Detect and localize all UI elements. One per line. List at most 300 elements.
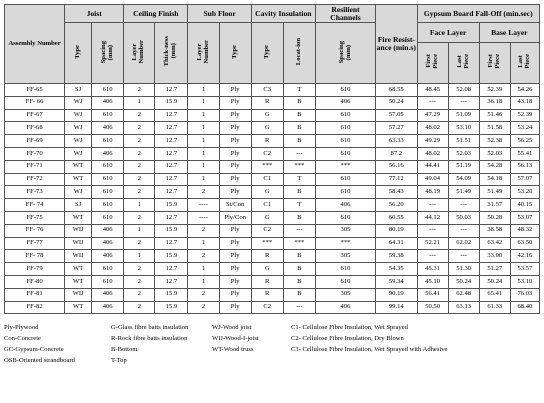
table-cell: ***	[251, 160, 283, 173]
table-cell: 2	[124, 263, 155, 276]
table-cell: 15.9	[155, 301, 188, 314]
table-cell: R	[251, 135, 283, 148]
table-cell: ***	[283, 160, 315, 173]
table-cell: Ply	[219, 160, 251, 173]
table-cell: Ply/Con	[219, 211, 251, 224]
header-ceiling-thickness: Thick-ness (mm)	[155, 23, 188, 84]
table-cell: 1	[188, 84, 219, 97]
table-cell: 610	[315, 84, 375, 97]
table-cell: FF-69	[5, 135, 65, 148]
header-face-last-piece: Last Piece	[448, 43, 479, 84]
table-cell: ----	[188, 211, 219, 224]
table-cell: Ply	[219, 84, 251, 97]
table-cell: 63.50	[510, 237, 539, 250]
header-joist-type: Type	[65, 23, 92, 84]
table-cell: 1	[188, 237, 219, 250]
table-cell: WJ	[65, 96, 92, 109]
table-cell: FF-67	[5, 109, 65, 122]
table-cell: 1	[188, 135, 219, 148]
table-row	[5, 186, 540, 199]
table-cell: 42.16	[510, 250, 539, 263]
table-row	[5, 135, 540, 148]
table-cell: B	[283, 135, 315, 148]
table-cell: 406	[315, 96, 375, 109]
table-cell: Ply	[219, 109, 251, 122]
table-cell: 54.09	[448, 173, 479, 186]
table-cell: 610	[315, 147, 375, 160]
table-cell: G	[251, 263, 283, 276]
header-ceiling-layer-number: Layer Number	[124, 23, 155, 84]
table-cell: 57.05	[376, 109, 417, 122]
legend-entry: WT-Wood truss	[212, 346, 254, 354]
table-cell: 50.50	[417, 301, 448, 314]
table-row	[5, 288, 540, 301]
table-cell: Ply	[219, 263, 251, 276]
table-cell: 2	[124, 109, 155, 122]
table-cell: 49.29	[417, 135, 448, 148]
legend-entry	[212, 357, 291, 364]
table-cell: 99.14	[376, 301, 417, 314]
table-cell: 62.48	[448, 288, 479, 301]
table-cell: 44.12	[417, 211, 448, 224]
table-cell: ***	[315, 237, 375, 250]
table-cell: B	[283, 186, 315, 199]
table-row	[5, 263, 540, 276]
table-cell: FF- 66	[5, 96, 65, 109]
table-cell: G	[251, 109, 283, 122]
table-cell: 12.7	[155, 211, 188, 224]
table-cell: ---	[448, 96, 479, 109]
table-cell: WIJ	[65, 237, 92, 250]
table-cell: 51.09	[448, 109, 479, 122]
table-cell: 2	[124, 84, 155, 97]
legend-entry	[291, 357, 540, 364]
table-cell: 2	[124, 173, 155, 186]
table-cell: 2	[124, 186, 155, 199]
table-cell: C2	[251, 224, 283, 237]
table-cell: R	[251, 275, 283, 288]
table-cell: 12.7	[155, 275, 188, 288]
table-cell: 12.7	[155, 173, 188, 186]
table-cell: 1	[188, 122, 219, 135]
table-cell: FF-68	[5, 122, 65, 135]
table-cell: 610	[315, 211, 375, 224]
table-row	[5, 250, 540, 263]
table-cell: FF-71	[5, 160, 65, 173]
table-row	[5, 237, 540, 250]
table-cell: 53.20	[510, 186, 539, 199]
header-assembly-number: Assembly Number	[5, 5, 65, 84]
legend-entry: G-Glass fibre batts insulation	[111, 324, 189, 332]
table-cell: 51.49	[448, 186, 479, 199]
table-cell: Ply	[219, 275, 251, 288]
table-cell: 87.2	[376, 147, 417, 160]
table-cell: 51.49	[479, 186, 510, 199]
table-cell: 38.58	[479, 224, 510, 237]
table-cell: 50.24	[479, 275, 510, 288]
table-cell: 68.40	[510, 301, 539, 314]
table-cell: ***	[315, 160, 375, 173]
table-cell: 1	[188, 96, 219, 109]
fire-resistance-table	[4, 4, 540, 314]
table-cell: 65.41	[479, 288, 510, 301]
table-row	[5, 147, 540, 160]
table-row	[5, 173, 540, 186]
table-cell: ---	[283, 147, 315, 160]
table-cell: 610	[92, 135, 124, 148]
table-cell: 1	[124, 96, 155, 109]
table-cell: C2	[251, 147, 283, 160]
table-cell: 1	[188, 263, 219, 276]
table-cell: 80.19	[376, 224, 417, 237]
table-row	[5, 96, 540, 109]
table-cell: 31.57	[479, 199, 510, 212]
table-cell: 56.20	[376, 199, 417, 212]
table-cell: 2	[124, 135, 155, 148]
table-cell: B	[283, 96, 315, 109]
table-cell: 406	[315, 301, 375, 314]
table-cell: FF-81	[5, 288, 65, 301]
table-cell: ----	[188, 199, 219, 212]
table-cell: 43.18	[510, 96, 539, 109]
table-cell: 63.33	[376, 135, 417, 148]
table-cell: FF-80	[5, 275, 65, 288]
table-cell: FF-82	[5, 301, 65, 314]
table-cell: Ply	[219, 135, 251, 148]
table-cell: FF-75	[5, 211, 65, 224]
table-cell: 610	[92, 173, 124, 186]
table-cell: WIJ	[65, 224, 92, 237]
table-cell: 610	[92, 84, 124, 97]
table-cell: 2	[124, 147, 155, 160]
table-cell: 53.07	[510, 211, 539, 224]
table-cell: B	[283, 263, 315, 276]
legend-entry: T-Top	[111, 357, 127, 365]
table-cell: C3	[251, 84, 283, 97]
table-cell: Ply	[219, 122, 251, 135]
table-cell: 56.25	[510, 135, 539, 148]
table-cell: C1	[251, 199, 283, 212]
table-cell: Ply	[219, 173, 251, 186]
table-cell: B	[283, 288, 315, 301]
table-cell: Ply	[219, 288, 251, 301]
table-cell: 40.15	[510, 199, 539, 212]
table-cell: 406	[92, 122, 124, 135]
table-cell: 47.29	[417, 109, 448, 122]
table-row	[5, 275, 540, 288]
table-cell: SJ	[65, 84, 92, 97]
table-cell: 406	[92, 301, 124, 314]
table-cell: 12.7	[155, 147, 188, 160]
table-cell: SJ	[65, 199, 92, 212]
table-cell: 59.38	[376, 250, 417, 263]
table-cell: FF- 76	[5, 224, 65, 237]
table-cell: ---	[448, 199, 479, 212]
table-cell: 58.43	[376, 186, 417, 199]
table-cell: 12.7	[155, 122, 188, 135]
table-row	[5, 224, 540, 237]
table-cell: 1	[188, 160, 219, 173]
table-cell: FF- 78	[5, 250, 65, 263]
table-cell: 45.31	[417, 263, 448, 276]
table-cell: 406	[92, 288, 124, 301]
table-row	[5, 160, 540, 173]
table-cell: 406	[315, 199, 375, 212]
table-cell: 12.7	[155, 263, 188, 276]
header-joist: Joist	[65, 5, 124, 23]
table-cell: WJ	[65, 135, 92, 148]
legend	[4, 324, 540, 364]
table-cell: B	[283, 211, 315, 224]
table-cell: 51.30	[448, 263, 479, 276]
table-cell: 15.9	[155, 96, 188, 109]
legend-entry: OSB-Oriented strandboard	[4, 357, 75, 365]
table-cell: WIJ	[65, 250, 92, 263]
table-cell: 610	[315, 263, 375, 276]
table-cell: 54.18	[479, 173, 510, 186]
table-cell: 15.9	[155, 224, 188, 237]
table-cell: 610	[92, 199, 124, 212]
table-cell: WT	[65, 275, 92, 288]
table-cell: T	[283, 199, 315, 212]
table-cell: 53.24	[510, 122, 539, 135]
table-cell: 610	[92, 275, 124, 288]
table-cell: 53.10	[510, 275, 539, 288]
table-cell: 406	[92, 237, 124, 250]
table-cell: WT	[65, 211, 92, 224]
table-cell: 52.38	[479, 135, 510, 148]
table-cell: FF-77	[5, 237, 65, 250]
table-cell: 406	[92, 224, 124, 237]
legend-entry: C2- Cellulose Fibre Insulation, Dry Blown	[291, 335, 404, 343]
table-cell: ---	[417, 224, 448, 237]
table-cell: 2	[124, 211, 155, 224]
table-cell: 51.51	[448, 135, 479, 148]
table-cell: 1	[188, 275, 219, 288]
table-cell: B	[283, 250, 315, 263]
header-base-last-piece: Last Piece	[510, 43, 539, 84]
table-cell: 49.04	[417, 173, 448, 186]
table-cell: ---	[417, 199, 448, 212]
table-cell: 50.24	[376, 96, 417, 109]
table-cell: 61.33	[479, 301, 510, 314]
table-cell: 12.7	[155, 109, 188, 122]
header-sub-floor: Sub Floor	[188, 5, 251, 23]
table-cell: 48.19	[417, 186, 448, 199]
header-fire-resistance: Fire Resist- ance (min.s)	[376, 5, 417, 84]
table-cell: 52.39	[479, 84, 510, 97]
header-base-layer: Base Layer	[479, 23, 539, 43]
table-cell: B	[283, 275, 315, 288]
table-cell: 55.41	[510, 147, 539, 160]
table-cell: ---	[283, 301, 315, 314]
table-cell: 305	[315, 288, 375, 301]
legend-entry: B-Bottom	[111, 346, 138, 354]
table-cell: 12.7	[155, 135, 188, 148]
table-cell: 50.03	[448, 211, 479, 224]
table-cell: 2	[188, 301, 219, 314]
table-cell: 54.35	[376, 263, 417, 276]
header-gypsum-board-fall-off: Gypsum Board Fall-Off (min.sec)	[417, 5, 539, 23]
table-cell: 48.45	[417, 84, 448, 97]
header-face-first-piece: First Piece	[417, 43, 448, 84]
table-cell: Ply	[219, 186, 251, 199]
table-cell: 57.27	[376, 122, 417, 135]
table-header	[5, 5, 540, 84]
table-cell: 2	[124, 275, 155, 288]
table-cell: 610	[92, 160, 124, 173]
table-cell: 76.03	[510, 288, 539, 301]
table-cell: 50.24	[448, 275, 479, 288]
header-ceiling-finish: Ceiling Finish	[124, 5, 188, 23]
legend-entry: WJ-Wood joist	[212, 324, 252, 332]
legend-entry: R-Rock fibre batts insulation	[111, 335, 188, 343]
table-cell: 2	[124, 237, 155, 250]
table-cell: WIJ	[65, 288, 92, 301]
table-cell: 610	[315, 109, 375, 122]
table-cell: 2	[124, 160, 155, 173]
table-cell: 610	[315, 275, 375, 288]
table-cell: 48.32	[510, 224, 539, 237]
table-cell: 610	[92, 109, 124, 122]
table-cell: 2	[188, 250, 219, 263]
table-cell: 1	[124, 250, 155, 263]
table-cell: 1	[124, 224, 155, 237]
table-cell: B	[283, 122, 315, 135]
table-cell: R	[251, 250, 283, 263]
table-cell: St/Con	[219, 199, 251, 212]
table-cell: ***	[251, 237, 283, 250]
table-cell: 64.31	[376, 237, 417, 250]
table-cell: 54.26	[510, 84, 539, 97]
table-cell: 610	[315, 186, 375, 199]
table-cell: 406	[92, 250, 124, 263]
table-cell: 62.02	[448, 237, 479, 250]
table-row	[5, 301, 540, 314]
header-subfloor-type: Type	[219, 23, 251, 84]
table-cell: 48.02	[417, 147, 448, 160]
table-cell: ---	[283, 224, 315, 237]
table-cell: 44.41	[417, 160, 448, 173]
table-cell: 52.03	[479, 147, 510, 160]
table-cell: WT	[65, 173, 92, 186]
table-cell: 51.58	[479, 122, 510, 135]
table-cell: 305	[315, 224, 375, 237]
table-cell: Ply	[219, 96, 251, 109]
header-joist-spacing: Spacing (mm)	[92, 23, 124, 84]
legend-entry: WIJ-Wood-I-joist	[212, 335, 259, 343]
table-cell: FF-73	[5, 186, 65, 199]
table-cell: R	[251, 288, 283, 301]
table-cell: 60.55	[376, 211, 417, 224]
table-cell: 59.34	[376, 275, 417, 288]
table-cell: R	[251, 96, 283, 109]
table-cell: G	[251, 186, 283, 199]
table-cell: 1	[188, 109, 219, 122]
table-cell: 12.7	[155, 160, 188, 173]
table-cell: T	[283, 173, 315, 186]
table-cell: ---	[448, 224, 479, 237]
table-cell: 12.7	[155, 237, 188, 250]
table-row	[5, 211, 540, 224]
table-cell: FF-79	[5, 263, 65, 276]
table-row	[5, 84, 540, 97]
table-row	[5, 109, 540, 122]
table-cell: Ply	[219, 147, 251, 160]
header-cavity-type: Type	[251, 23, 283, 84]
table-cell: 12.7	[155, 84, 188, 97]
table-cell: 15.9	[155, 250, 188, 263]
table-cell: B	[283, 109, 315, 122]
table-cell: 52.03	[448, 147, 479, 160]
table-cell: 2	[188, 288, 219, 301]
table-cell: 406	[92, 96, 124, 109]
table-cell: 610	[315, 122, 375, 135]
table-cell: ***	[283, 237, 315, 250]
table-cell: FF- 74	[5, 199, 65, 212]
table-cell: 45.10	[417, 275, 448, 288]
table-cell: 33.00	[479, 250, 510, 263]
table-cell: 53.10	[448, 122, 479, 135]
table-cell: Ply	[219, 224, 251, 237]
table-cell: 68.55	[376, 84, 417, 97]
table-cell: 51.27	[479, 263, 510, 276]
header-resilient-channels: Resilient Channels	[315, 5, 375, 23]
table-cell: 53.57	[510, 263, 539, 276]
table-cell: Ply	[219, 301, 251, 314]
table-cell: 2	[124, 122, 155, 135]
table-cell: 1	[188, 147, 219, 160]
table-cell: 2	[188, 224, 219, 237]
header-base-first-piece: First Piece	[479, 43, 510, 84]
table-cell: 610	[315, 173, 375, 186]
table-cell: 36.18	[479, 96, 510, 109]
table-cell: 610	[92, 211, 124, 224]
table-cell: WT	[65, 301, 92, 314]
table-cell: 56.13	[510, 160, 539, 173]
legend-entry: C1- Cellulose Fibre Insulation, Wet Sprayed	[291, 324, 408, 332]
table-cell: 2	[124, 288, 155, 301]
table-cell: WJ	[65, 186, 92, 199]
table-cell: 1	[124, 199, 155, 212]
table-cell: T	[283, 84, 315, 97]
table-cell: 52.08	[448, 84, 479, 97]
table-cell: WJ	[65, 109, 92, 122]
table-cell: 77.12	[376, 173, 417, 186]
header-cavity-location: Locat-ion	[283, 23, 315, 84]
table-cell: 50.28	[479, 211, 510, 224]
table-cell: 2	[188, 186, 219, 199]
table-cell: 54.28	[479, 160, 510, 173]
table-cell: G	[251, 211, 283, 224]
document-page	[4, 4, 540, 364]
table-cell: 15.9	[155, 288, 188, 301]
table-cell: 15.9	[155, 199, 188, 212]
header-face-layer: Face Layer	[417, 23, 479, 43]
table-cell: C1	[251, 173, 283, 186]
table-cell: FF-65	[5, 84, 65, 97]
table-cell: 52.21	[417, 237, 448, 250]
table-cell: 305	[315, 250, 375, 263]
table-cell: 12.7	[155, 186, 188, 199]
table-cell: 56.41	[417, 288, 448, 301]
table-cell: 610	[92, 263, 124, 276]
table-cell: WJ	[65, 147, 92, 160]
table-cell: WT	[65, 160, 92, 173]
table-cell: Ply	[219, 237, 251, 250]
table-cell: 63.42	[479, 237, 510, 250]
table-cell: 57.07	[510, 173, 539, 186]
